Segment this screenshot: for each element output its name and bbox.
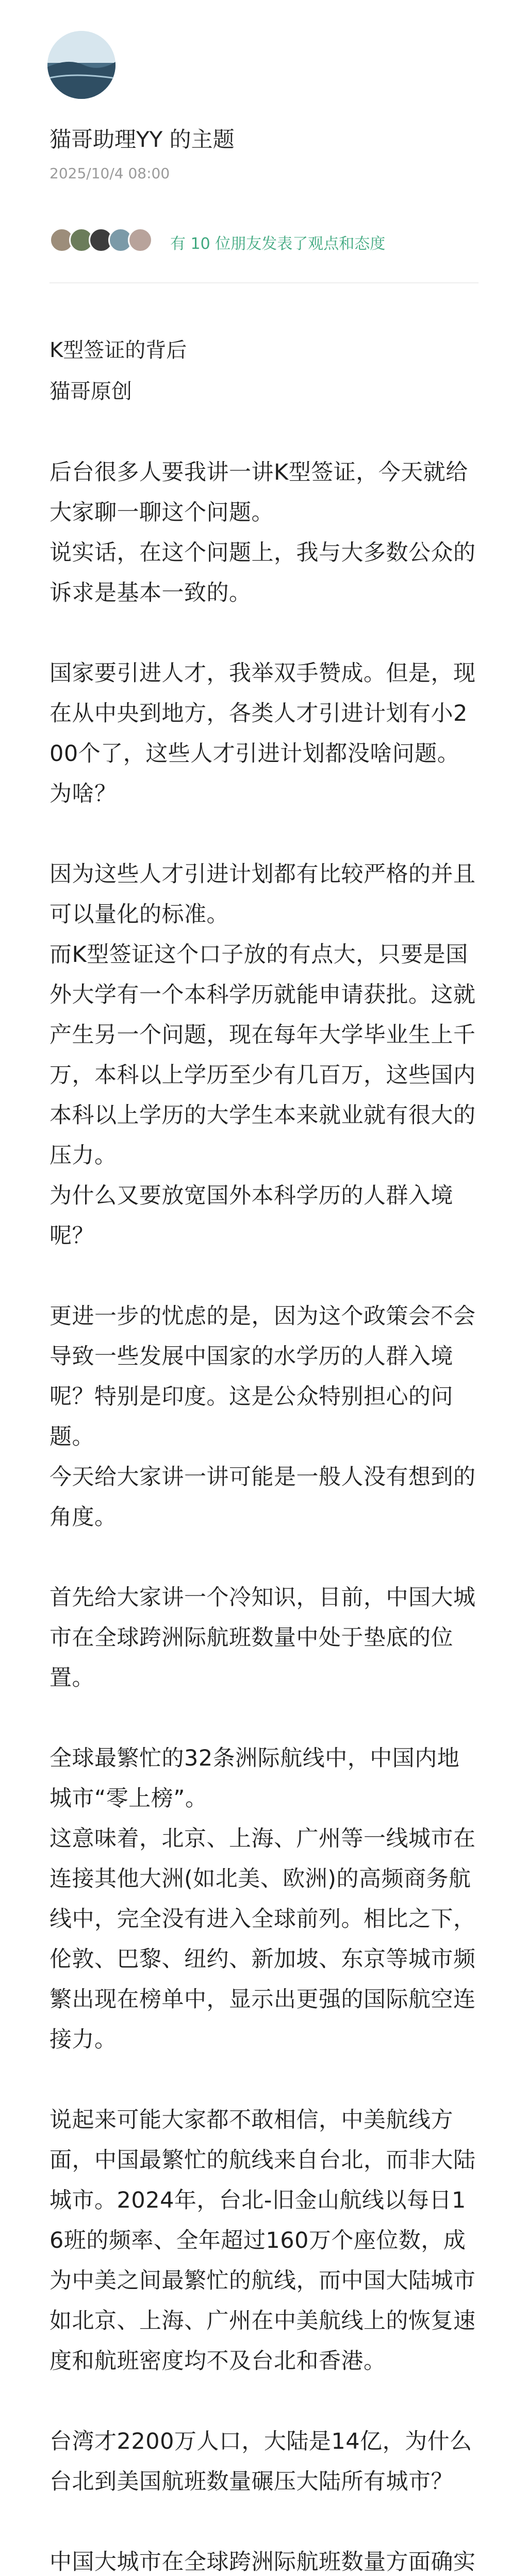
post-date: 2025/10/4 08:00	[50, 165, 170, 182]
header-divider	[50, 282, 478, 283]
reactor-avatar	[128, 228, 153, 252]
article-paragraph: 中国大城市在全球跨洲际航班数量方面确实	[50, 2549, 476, 2575]
article-paragraph: 这意味着，北京、上海、广州等一线城市在连接其他大洲(如北美、欧洲)的高频商务航线中，完全没有进入全球前列。相比之下，伦敦、巴黎、纽约、新加坡、东京等城市频繁出现在榜单中，显示出更强的国际航空连接力。	[50, 1826, 476, 2053]
article-paragraph: 首先给大家讲一个冷知识，目前，中国大城市在全球跨洲际航班数量中处于垫底的位置。	[50, 1585, 476, 1691]
article-paragraph: 因为这些人才引进计划都有比较严格的并且可以量化的标准。	[50, 861, 476, 927]
reaction-summary[interactable]: 有 10 位朋友发表了观点和态度	[170, 235, 386, 253]
author-avatar[interactable]	[47, 31, 116, 99]
article-paragraph: 台湾才2200万人口，大陆是14亿，为什么台北到美国航班数量碾压大陆所有城市？	[50, 2429, 472, 2495]
article-paragraph: 说实话，在这个问题上，我与大多数公众的诉求是基本一致的。	[50, 540, 476, 606]
article-heading: K型签证的背后	[50, 338, 187, 362]
article-paragraph: 而K型签证这个口子放的有点大，只要是国外大学有一个本科学历就能申请获批。这就产生另一个问题，现在每年大学毕业生上千万，本科以上学历至少有几百万，这些国内本科以上学历的大学生本来就业就有很大的压力。	[50, 942, 476, 1168]
post-title[interactable]: 猫哥助理YY 的主题	[50, 127, 235, 152]
article-paragraph: 说起来可能大家都不敢相信，中美航线方面，中国最繁忙的航线来自台北，而非大陆城市。2024年，台北-旧金山航线以每日16班的频率、全年超过160万个座位数，成为中美之间最繁忙的航线，而中国大陆城市如北京、上海、广州在中美航线上的恢复速度和航班密度均不及台北和香港。	[50, 2107, 476, 2374]
post-header	[0, 0, 528, 268]
article-byline: 猫哥原创	[50, 380, 132, 403]
article-paragraph: 今天给大家讲一讲可能是一般人没有想到的角度。	[50, 1464, 476, 1530]
article-paragraph: 国家要引进人才，我举双手赞成。但是，现在从中央到地方，各类人才引进计划有小200个了，这些人才引进计划都没啥问题。为啥？	[50, 660, 476, 807]
article-paragraph: 为什么又要放宽国外本科学历的人群入境呢？	[50, 1183, 453, 1249]
article-paragraph: 全球最繁忙的32条洲际航线中，中国内地城市“零上榜”。	[50, 1745, 460, 1811]
article-paragraph: 更进一步的忧虑的是，因为这个政策会不会导致一些发展中国家的水学历的人群入境呢？特别是印度。这是公众特别担心的问题。	[50, 1303, 476, 1450]
article-body	[50, 330, 478, 2576]
article-paragraph: 后台很多人要我讲一讲K型签证，今天就给大家聊一聊这个问题。	[50, 460, 468, 526]
